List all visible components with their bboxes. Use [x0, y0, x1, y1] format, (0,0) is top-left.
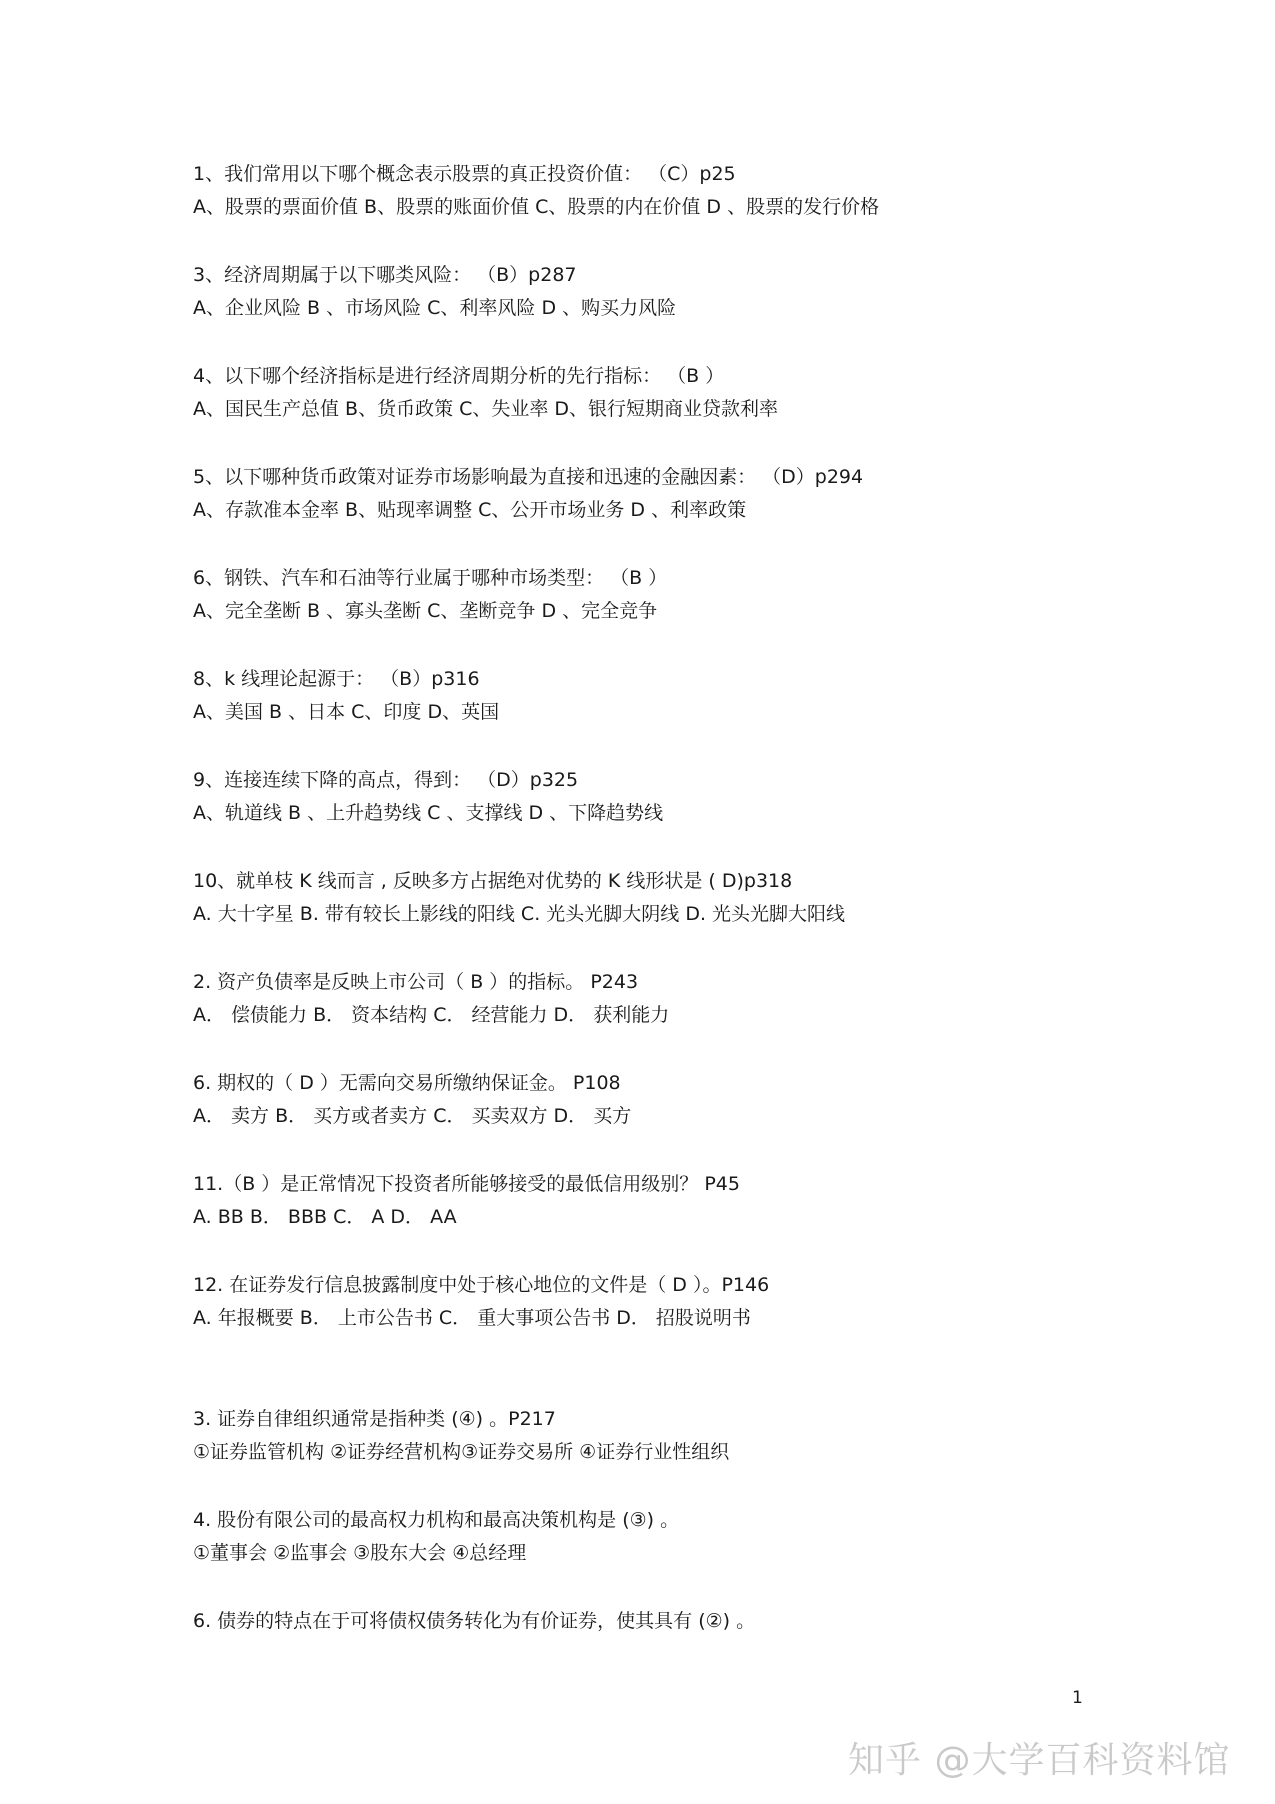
question-12-stem: 12. 在证券发行信息披露制度中处于核心地位的文件是（ D ）。P146: [193, 1274, 770, 1296]
question-3b-options: ①证券监管机构 ②证券经营机构③证券交易所 ④证券行业性组织: [193, 1441, 730, 1463]
question-11-options: A. BB B． BBB C． A D． AA: [193, 1206, 457, 1228]
question-10-options: A. 大十字星 B. 带有较长上影线的阳线 C. 光头光脚大阴线 D. 光头光脚大阳线: [193, 903, 846, 925]
question-6c-stem: 6. 债券的特点在于可将债权债务转化为有价证券，使其具有 (②) 。: [193, 1610, 756, 1632]
watermark: 知乎 @大学百科资料馆: [848, 1740, 1231, 1781]
question-8-stem: 8、k 线理论起源于： （B）p316: [193, 668, 480, 690]
question-4-options: A、国民生产总值 B、货币政策 C、失业率 D、银行短期商业贷款利率: [193, 398, 779, 420]
question-12-options: A. 年报概要 B． 上市公告书 C． 重大事项公告书 D． 招股说明书: [193, 1307, 751, 1329]
page-number: 1: [1072, 1688, 1083, 1708]
question-5-stem: 5、以下哪种货币政策对证券市场影响最为直接和迅速的金融因素： （D）p294: [193, 466, 864, 488]
question-1-options: A、股票的票面价值 B、股票的账面价值 C、股票的内在价值 D 、股票的发行价格: [193, 196, 880, 218]
question-5-options: A、存款准本金率 B、贴现率调整 C、公开市场业务 D 、利率政策: [193, 499, 747, 521]
question-6b-stem: 6. 期权的（ D ）无需向交易所缴纳保证金。 P108: [193, 1072, 621, 1094]
question-4b-options: ①董事会 ②监事会 ③股东大会 ④总经理: [193, 1542, 527, 1564]
question-4-stem: 4、以下哪个经济指标是进行经济周期分析的先行指标： （B ）: [193, 365, 725, 387]
question-2-options: A． 偿债能力 B． 资本结构 C． 经营能力 D． 获利能力: [193, 1004, 670, 1026]
question-3-options: A、企业风险 B 、市场风险 C、利率风险 D 、购买力风险: [193, 297, 677, 319]
question-6-options: A、完全垄断 B 、寡头垄断 C、垄断竞争 D 、完全竞争: [193, 600, 658, 622]
question-3-stem: 3、经济周期属于以下哪类风险： （B）p287: [193, 264, 577, 286]
question-1-stem: 1、我们常用以下哪个概念表示股票的真正投资价值： （C）p25: [193, 163, 736, 185]
question-4b-stem: 4. 股份有限公司的最高权力机构和最高决策机构是 (③) 。: [193, 1509, 680, 1531]
question-9-options: A、轨道线 B 、上升趋势线 C 、支撑线 D 、下降趋势线: [193, 802, 664, 824]
question-9-stem: 9、连接连续下降的高点，得到： （D）p325: [193, 769, 579, 791]
question-6-stem: 6、钢铁、汽车和石油等行业属于哪种市场类型： （B ）: [193, 567, 668, 589]
question-10-stem: 10、就单枝 K 线而言 , 反映多方占据绝对优势的 K 线形状是 ( D)p318: [193, 870, 793, 892]
question-8-options: A、美国 B 、日本 C、印度 D、英国: [193, 701, 500, 723]
question-3b-stem: 3. 证券自律组织通常是指种类 (④) 。P217: [193, 1408, 556, 1430]
question-6b-options: A． 卖方 B． 买方或者卖方 C． 买卖双方 D． 买方: [193, 1105, 632, 1127]
question-2-stem: 2. 资产负债率是反映上市公司（ B ）的指标。 P243: [193, 971, 639, 993]
question-11-stem: 11.（B ）是正常情况下投资者所能够接受的最低信用级别？ P45: [193, 1173, 740, 1195]
